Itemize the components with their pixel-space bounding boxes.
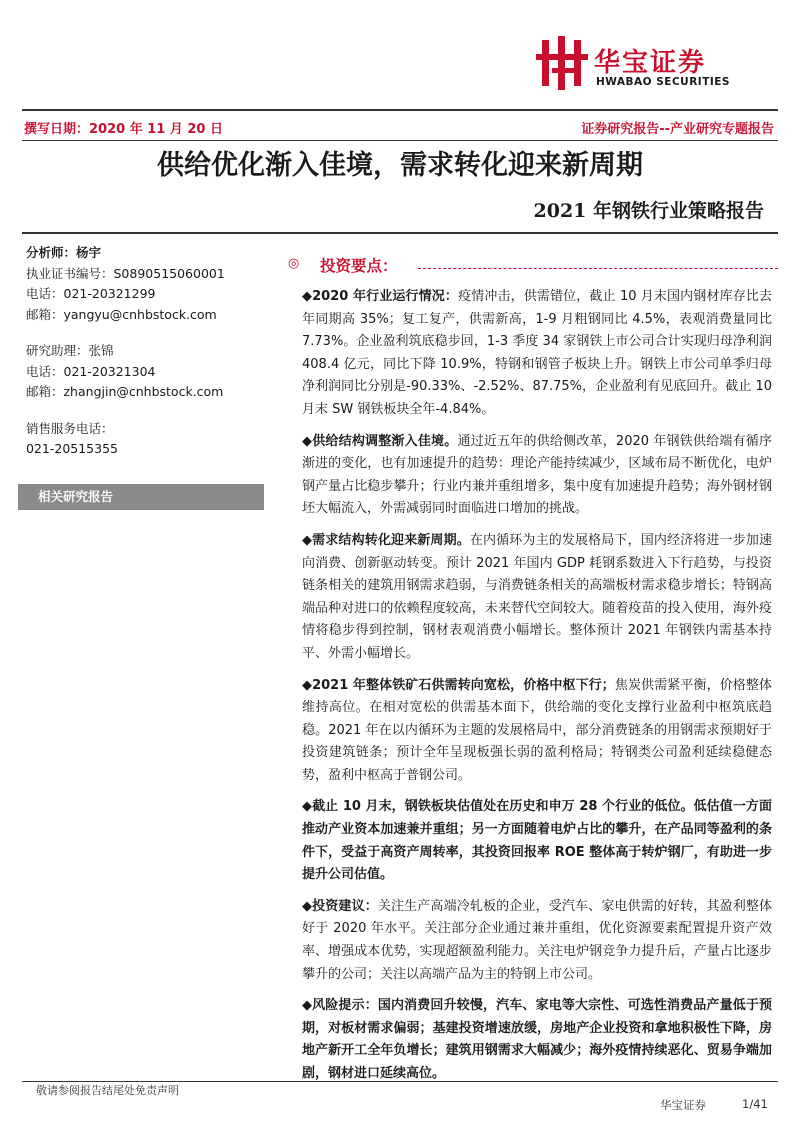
assistant-name: 研究助理：张锦 bbox=[26, 343, 114, 358]
footer-disclaimer: 敬请参阅报告结尾处免责声明 bbox=[36, 1084, 179, 1097]
report-type: 证券研究报告--产业研究专题报告 bbox=[581, 122, 774, 137]
investment-point bbox=[302, 675, 772, 788]
brand-name-en: HWABAO SECURITIES bbox=[596, 76, 730, 88]
section-divider bbox=[418, 268, 778, 269]
company-logo bbox=[536, 36, 766, 94]
analyst-phone: 电话：021-20321299 bbox=[26, 286, 156, 301]
investment-point bbox=[302, 431, 772, 521]
investment-point bbox=[302, 995, 772, 1085]
point-lead: ◆需求结构转化迎来新周期。 bbox=[302, 532, 470, 548]
target-icon: ◎ bbox=[288, 256, 300, 271]
footer-brand: 华宝证券 bbox=[660, 1098, 706, 1112]
header-rule-bottom bbox=[22, 140, 778, 141]
analyst-email[interactable]: 邮箱：yangyu@cnhbstock.com bbox=[26, 306, 217, 322]
page-number: 1/41 bbox=[742, 1097, 768, 1111]
investment-highlights-header bbox=[288, 254, 778, 278]
report-date: 撰写日期：2020 年 11 月 20 日 bbox=[24, 122, 223, 137]
investment-point bbox=[302, 530, 772, 666]
point-lead: ◆风险提示：国内消费回升较慢，汽车、家电等大宗性、可选性消费品产量低于预期，对板材需求偏弱；基建投资增速放缓，房地产企业投资和拿地积极性下降，房地产新开工全年负增长；建筑用钢需求大幅减少；海外疫情持续恶化、贸易争端加剧，钢材进口延续高位。 bbox=[302, 998, 772, 1081]
page-subtitle: 2021 年钢铁行业策略报告 bbox=[533, 200, 764, 222]
analyst-info bbox=[26, 243, 266, 460]
section-heading: 投资要点： bbox=[320, 257, 398, 275]
page-title: 供给优化渐入佳境，需求转化迎来新周期 bbox=[157, 150, 643, 181]
point-text: 焦炭供需紧平衡，价格整体维持高位。在相对宽松的供需基本面下，供给端的变化支撑行业盈利中枢筑底趋稳。2021 年在以内循环为主题的发展格局中，部分消费链条的用钢需求预期好于投资建筑链条；预计全年呈现板强长弱的盈利格局；特钢类公司盈利延续稳健态势，盈利中枢高于普钢公司。 bbox=[302, 677, 772, 783]
point-lead: ◆投资建议： bbox=[302, 898, 378, 914]
title-rule bbox=[22, 232, 778, 234]
point-lead: ◆2021 年整体铁矿石供需转向宽松，价格中枢下行； bbox=[302, 677, 615, 693]
investment-point bbox=[302, 286, 772, 422]
point-lead: ◆截止 10 月末，钢铁板块估值处在历史和申万 28 个行业的低位。低估值一方面推动产业资本加速兼并重组；另一方面随着电炉占比的攀升，在产品同等盈利的条件下，受益于高资产周转率，其投资回报率 ROE 整体高于转炉钢厂，有助进一步提升公司估值。 bbox=[302, 799, 772, 883]
sales-phone: 021-20515355 bbox=[26, 441, 118, 456]
point-text: 通过近五年的供给侧改革，2020 年钢铁供给端有循序渐进的变化，也有加速提升的趋势：理论产能持续减少，区域布局不断优化，电炉钢产量占比稳步攀升；行业内兼并重组增多，集中度有加速提升趋势；海外钢材钢坯大幅流入，外需减弱同时面临进口增加的挑战。 bbox=[302, 433, 773, 517]
sales-label: 销售服务电话： bbox=[26, 420, 114, 436]
assistant-email[interactable]: 邮箱：zhangjin@cnhbstock.com bbox=[26, 384, 224, 399]
point-lead: ◆供给结构调整渐入佳境。 bbox=[302, 433, 458, 449]
assistant-phone: 电话：021-20321304 bbox=[26, 363, 156, 379]
point-text: 关注生产高端冷轧板的企业，受汽车、家电供需的好转，其盈利整体好于 2020 年水平。关注部分企业通过兼并重组，优化资源要素配置提升资产效率、增强成本优势，实现超额盈利能力。关注电炉钢竞争力提升后，产量占比逐步攀升的公司；关注以高端产品为主的特钢上市公司。 bbox=[302, 898, 772, 982]
analyst-name: 分析师：杨宇 bbox=[26, 245, 102, 260]
investment-points bbox=[302, 286, 772, 1095]
hwabao-logo-icon bbox=[536, 36, 588, 90]
analyst-cert: 执业证书编号：S0890515060001 bbox=[26, 265, 225, 281]
investment-point bbox=[302, 796, 772, 886]
investment-point bbox=[302, 896, 772, 986]
related-reports-header: 相关研究报告 bbox=[18, 484, 264, 510]
header-rule-top bbox=[22, 109, 778, 111]
point-lead: ◆2020 年行业运行情况： bbox=[302, 289, 459, 304]
point-text: 在内循环为主的发展格局下，国内经济将进一步加速向消费、创新驱动转变。预计 2021 年国内 GDP 耗钢系数进入下行趋势，与投资链条相关的建筑用钢需求趋弱，与消费链条相关的高端板材需求稳步增长；特钢高端品种对进口的依赖程度较高，未来替代空间较大。随着疫苗的投入使用，海外疫情将稳步得到控制，钢材表观消费小幅增长。整体预计 2021 年钢铁内需基本持平、外需小幅增长。 bbox=[302, 532, 772, 661]
point-text: 疫情冲击，供需错位，截止 10 月末国内钢材库存比去年同期高 35%；复工复产，供需新高，1-9 月粗钢同比 4.5%，表观消费量同比 7.73%。企业盈利筑底稳步回，1-3 季度 34 家钢铁上市公司合计实现归母净利润 408.4 亿元，同比下降 10.9%，特钢和钢管子板块上升。钢铁上市公司单季归母净利润同比分别是-90.33%、-2.52%、87.75%，企业盈利有见底回升。截止 10 月末 SW 钢铁板块全年-4.84%。 bbox=[302, 289, 772, 417]
brand-name-cn: 华宝证券 bbox=[594, 48, 707, 78]
